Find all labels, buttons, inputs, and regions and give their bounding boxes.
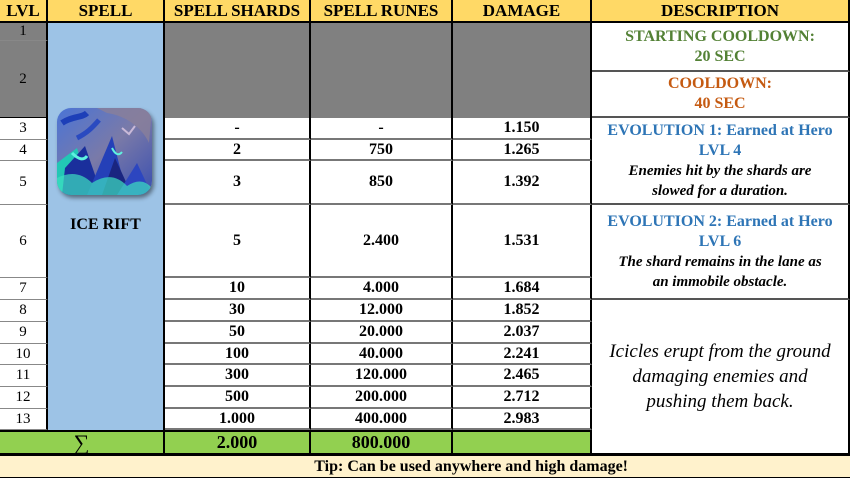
lvl-cell: 11 [0, 365, 48, 387]
evolution-1 [592, 118, 850, 205]
evolution-2 [592, 205, 850, 300]
spell-cell [48, 23, 165, 430]
header-description: DESCRIPTION [592, 0, 850, 23]
runes-cell: 850 [311, 161, 453, 205]
header-spell: SPELL [48, 0, 165, 23]
lvl-cell: 1 [0, 23, 48, 41]
damage-cell: 2.983 [453, 409, 592, 430]
lvl-cell: 8 [0, 300, 48, 322]
damage-cell: 1.852 [453, 300, 592, 322]
runes-cell: 750 [311, 140, 453, 161]
lvl-cell: 6 [0, 205, 48, 278]
shards-cell: 100 [165, 344, 311, 365]
shards-cell: 50 [165, 322, 311, 344]
runes-cell: 40.000 [311, 344, 453, 365]
cooldown [592, 72, 850, 118]
header-spell-shards: SPELL SHARDS [165, 0, 311, 23]
shards-cell: 2 [165, 140, 311, 161]
lvl-cell: 5 [0, 161, 48, 205]
damage-cell: 2.465 [453, 365, 592, 387]
evolution-1-text: Enemies hit by the shards are [628, 162, 812, 179]
damage-cell: 2.712 [453, 387, 592, 409]
shards-cell: 1.000 [165, 409, 311, 430]
spell-description [592, 300, 850, 455]
shards-cell: 3 [165, 161, 311, 205]
damage-locked-cell [453, 23, 592, 118]
damage-cell: 2.241 [453, 344, 592, 365]
runes-cell: 20.000 [311, 322, 453, 344]
evolution-2-text: The shard remains in the lane as [618, 253, 822, 270]
starting-cooldown-value: 20 SEC [694, 47, 746, 65]
shards-cell: 5 [165, 205, 311, 278]
tip: Tip: Can be used anywhere and high damage! [0, 455, 850, 478]
total-runes: 800.000 [311, 430, 453, 455]
lvl-cell: 2 [0, 41, 48, 118]
header-lvl: LVL [0, 0, 48, 23]
damage-cell: 1.684 [453, 278, 592, 300]
shards-cell: - [165, 118, 311, 140]
ice-rift-icon [57, 108, 152, 195]
damage-cell: 2.037 [453, 322, 592, 344]
evolution-2-text-2: an immobile obstacle. [652, 273, 788, 290]
runes-locked-cell [311, 23, 453, 118]
evolution-1-title: EVOLUTION 1: Earned at Hero [607, 121, 833, 139]
runes-cell: 4.000 [311, 278, 453, 300]
lvl-cell: 9 [0, 322, 48, 344]
lvl-cell: 3 [0, 118, 48, 140]
header-damage: DAMAGE [453, 0, 592, 23]
cooldown-label: COOLDOWN: [668, 75, 772, 92]
runes-cell: 2.400 [311, 205, 453, 278]
lvl-cell: 4 [0, 140, 48, 161]
damage-cell: 1.392 [453, 161, 592, 205]
spell-description-line: damaging enemies and [632, 366, 808, 387]
runes-cell: 120.000 [311, 365, 453, 387]
runes-cell: 200.000 [311, 387, 453, 409]
runes-cell: - [311, 118, 453, 140]
runes-cell: 12.000 [311, 300, 453, 322]
spell-description-line: pushing them back. [646, 391, 794, 412]
evolution-2-level: LVL 6 [698, 232, 742, 250]
total-damage [453, 430, 592, 455]
shards-cell: 10 [165, 278, 311, 300]
shards-cell: 30 [165, 300, 311, 322]
lvl-cell: 10 [0, 344, 48, 365]
shards-cell: 500 [165, 387, 311, 409]
header-spell-runes: SPELL RUNES [311, 0, 453, 23]
damage-cell: 1.531 [453, 205, 592, 278]
evolution-1-text-2: slowed for a duration. [652, 182, 788, 199]
lvl-cell: 13 [0, 409, 48, 430]
total-label: ∑ [0, 430, 165, 455]
evolution-2-title: EVOLUTION 2: Earned at Hero [607, 212, 833, 230]
shards-cell: 300 [165, 365, 311, 387]
lvl-cell: 12 [0, 387, 48, 409]
damage-cell: 1.150 [453, 118, 592, 140]
runes-cell: 400.000 [311, 409, 453, 430]
shards-locked-cell [165, 23, 311, 118]
damage-cell: 1.265 [453, 140, 592, 161]
lvl-cell: 7 [0, 278, 48, 300]
total-shards: 2.000 [165, 430, 311, 455]
starting-cooldown-label: STARTING COOLDOWN: [625, 27, 815, 45]
spell-description-line: Icicles erupt from the ground [609, 341, 831, 362]
evolution-1-level: LVL 4 [698, 141, 742, 159]
spell-name: ICE RIFT [70, 216, 141, 233]
cooldown-value: 40 SEC [694, 95, 746, 112]
starting-cooldown [592, 23, 850, 72]
